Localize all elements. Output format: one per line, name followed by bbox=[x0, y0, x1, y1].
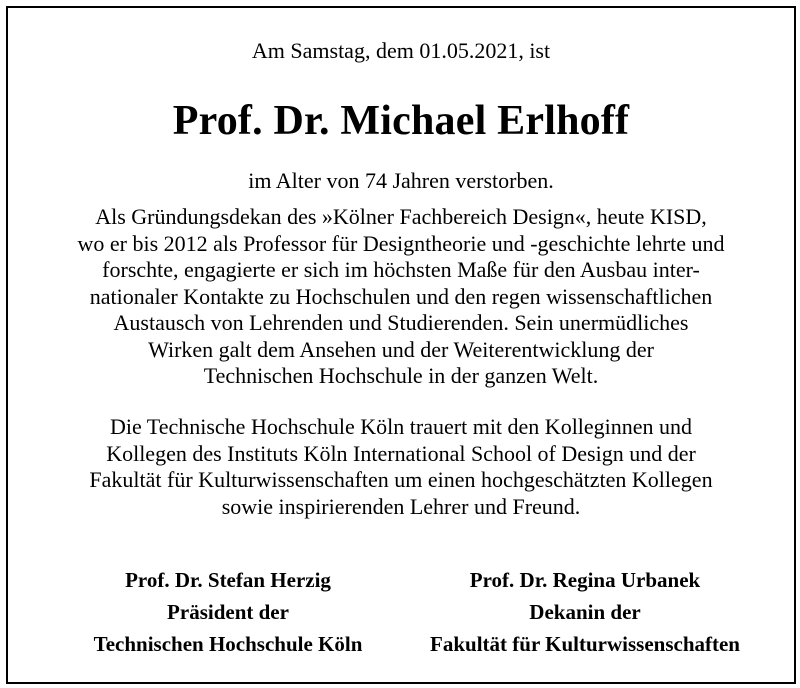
intro-line: Am Samstag, dem 01.05.2021, ist bbox=[251, 38, 551, 63]
text-line: Die Technische Hochschule Köln trauert mit den Kolleginnen und bbox=[109, 414, 693, 439]
age-line: im Alter von 74 Jahren verstorben. bbox=[248, 168, 554, 193]
mourning-paragraph bbox=[8, 414, 794, 520]
text-line: Fakultät für Kulturwissenschaften um einen hochgeschätzten Kollegen bbox=[89, 467, 713, 492]
obituary-notice bbox=[6, 6, 796, 684]
text-line: Austausch von Lehrenden und Studierenden. Sein unermüdliches bbox=[113, 310, 689, 335]
text-line: Als Gründungsdekan des »Kölner Fachbereich Design«, heute KISD, bbox=[95, 204, 707, 229]
text-line: Technischen Hochschule in der ganzen Welt. bbox=[203, 363, 599, 388]
text-line: sowie inspirierenden Lehrer und Freund. bbox=[221, 493, 581, 519]
signatory-name: Prof. Dr. Regina Urbanek bbox=[469, 568, 701, 592]
signatory-president bbox=[38, 564, 418, 660]
signatory-institution: Fakultät für Kulturwissenschaften bbox=[430, 632, 740, 656]
signatory-institution: Technischen Hochschule Köln bbox=[93, 632, 363, 656]
text-line: Kollegen des Instituts Köln International School of Design und der bbox=[106, 440, 696, 466]
signatory-name: Prof. Dr. Stefan Herzig bbox=[125, 568, 331, 592]
text-line: wo er bis 2012 als Professor für Designtheorie und -geschichte lehrte und bbox=[77, 230, 725, 256]
tribute-paragraph bbox=[8, 204, 794, 390]
signatory-dean bbox=[392, 564, 778, 660]
text-line: forschte, engagierte er sich im höchsten Maße für den Ausbau inter- bbox=[102, 257, 700, 282]
deceased-name: Prof. Dr. Michael Erlhoff bbox=[172, 98, 630, 144]
text-line: nationaler Kontakte zu Hochschulen und den regen wissenschaftlichen bbox=[89, 283, 713, 309]
signatory-role: Dekanin der bbox=[529, 600, 641, 624]
signatory-role: Präsident der bbox=[167, 600, 289, 624]
text-line: Wirken galt dem Ansehen und der Weiterentwicklung der bbox=[148, 336, 654, 362]
